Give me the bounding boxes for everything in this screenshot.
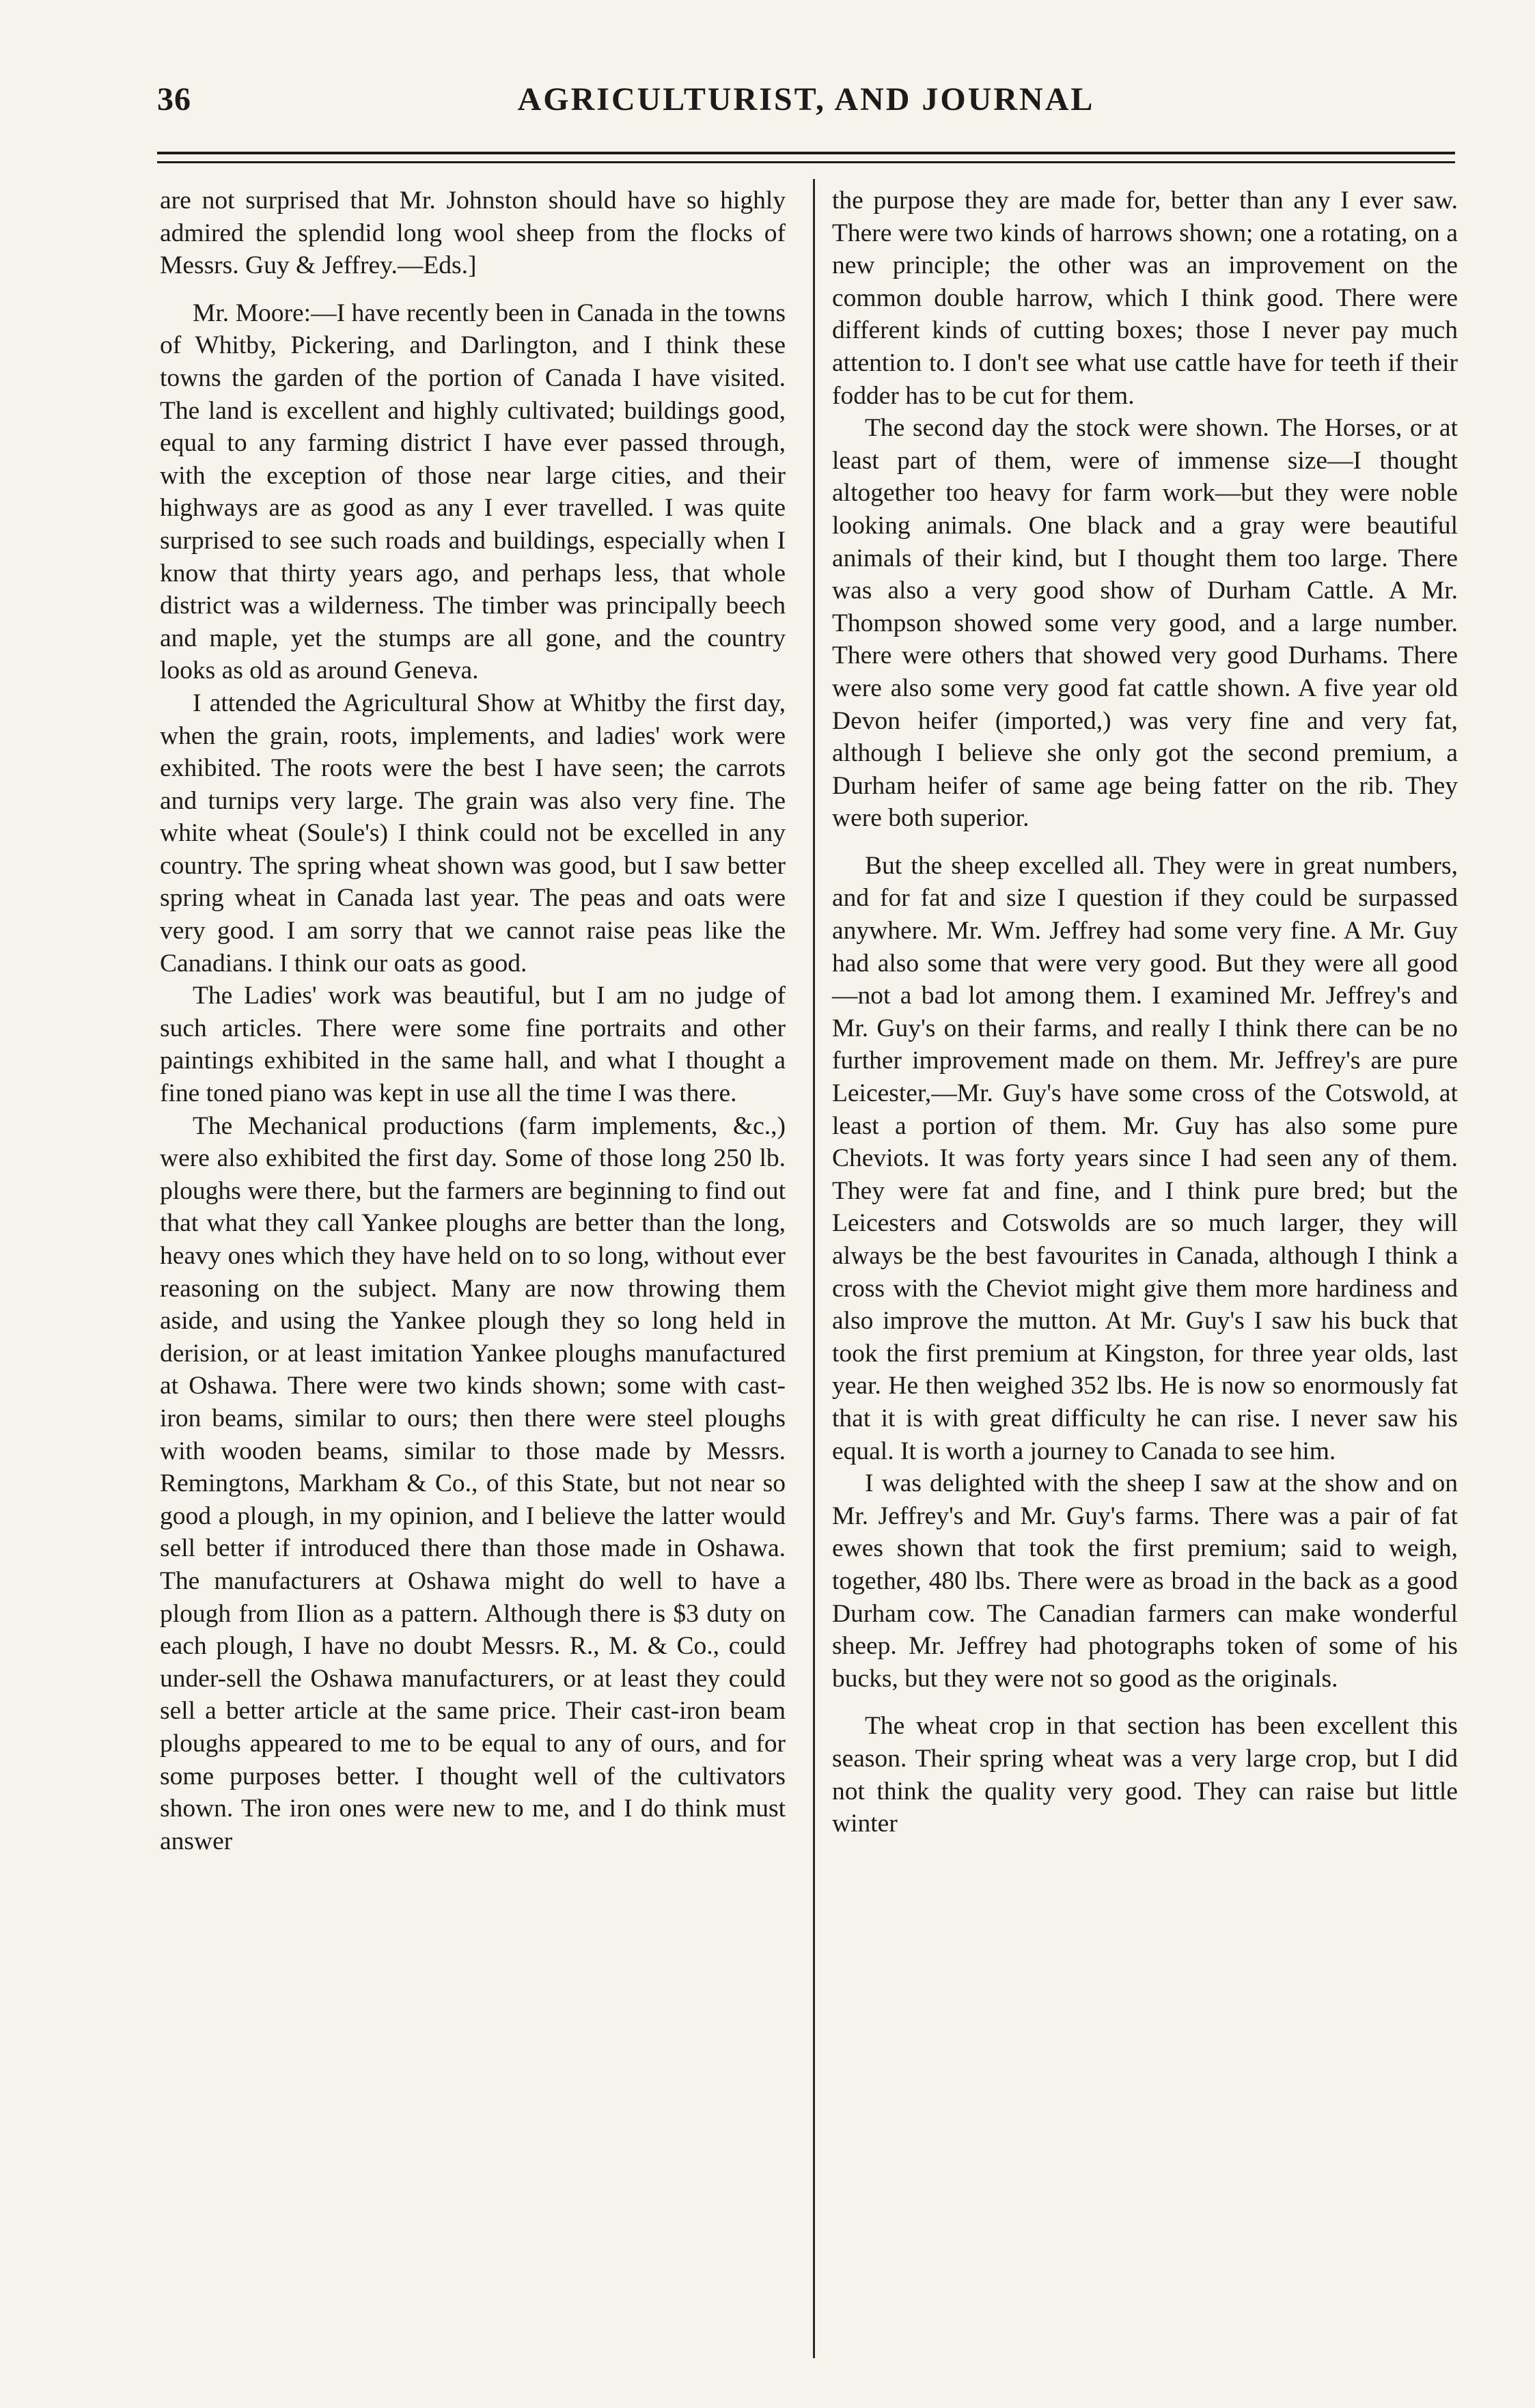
paragraph-agricultural-show: I attended the Agricultural Show at Whitby the first day, when the grain, roots, implements, and ladies' work were exhibited. The roots were the best I have seen; the carrots and turnips very large. The grain was also very fine. The white wheat (Soule's) I think could not be excelled in any country. The spring wheat shown was good, but I saw better spring wheat in Canada last year. The peas and oats were very good. I am sorry that we cannot raise peas like the Canadians. I think our oats as good.	[160, 689, 786, 978]
paragraph-ladies-work: The Ladies' work was beautiful, but I am no judge of such articles. There were some fine portraits and other paintings exhibited in the same hall, and what I thought a fine toned piano was kept in use all the time I was there.	[160, 982, 786, 1108]
paragraph-sheep: But the sheep excelled all. They were in great numbers, and for fat and size I question if they could be surpassed anywhere. Mr. Wm. Jeffrey had some very fine. A Mr. Guy had also some that were very good. But they were all good—not a bad lot among them. I examined Mr. Jeffrey's and Mr. Guy's on their farms, and really I think there can be no further improvement made on them. Mr. Jeffrey's are pure Leicester,—Mr. Guy's have some cross of the Cotswold, at least a portion of them. Mr. Guy has also some pure Cheviots. It was forty years since I had seen any of them. They were fat and fine, and I think pure bred; but the Leicesters and Cotswolds are so much larger, they will always be the best favourites in Canada, although I think a cross with the Cheviot might give them more hardiness and also improve the mutton. At Mr. Guy's I saw his buck that took the first premium at Kingston, for three year olds, last year. He then weighed 352 lbs. He is now so enormously fat that it is with great difficulty he can rise. I never saw his equal. It is worth a journey to Canada to see him.	[832, 851, 1458, 1465]
paragraph-stock: The second day the stock were shown. The Horses, or at least part of them, were of immense size—I thought altogether too heavy for farm work—but they were noble looking animals. One black and a gray were beautiful animals of their kind, but I thought them too large. There was also a very good show of Durham Cattle. A Mr. Thompson showed some very good, and a large number. There were others that showed very good Durhams. There were also some very good fat cattle shown. A five year old Devon heifer (imported,) was very fine and very fat, although I believe she only got the second premium, a Durham heifer of same age being fatter on the rib. They were both superior.	[832, 414, 1458, 833]
left-column	[160, 184, 786, 1857]
paragraph-editors-note: are not surprised that Mr. Johnston should have so highly admired the splendid long wool sheep from the flocks of Messrs. Guy & Jeffrey.—Eds.]	[160, 186, 786, 280]
right-column	[832, 184, 1458, 1840]
header-rule-top	[157, 152, 1455, 154]
paragraph-wheat-crop: The wheat crop in that section has been excellent this season. Their spring wheat was a very large crop, but I did not think the quality very good. They can raise but little winter	[832, 1712, 1458, 1838]
paragraph-mechanical-productions: The Mechanical productions (farm implements, &c.,) were also exhibited the first day. Some of those long 250 lb. ploughs were there, but the farmers are beginning to find out that what they call Yankee ploughs are better than the long, heavy ones which they have held on to so long, without ever reasoning on the subject. Many are now throwing them aside, and using the Yankee plough they so long held in derision, or at least imitation Yankee ploughs manufactured at Oshawa. There were two kinds shown; some with cast-iron beams, similar to ours; then there were steel ploughs with wooden beams, similar to those made by Messrs. Remingtons, Markham & Co., of this State, but not near so good a plough, in my opinion, and I believe the latter would sell better if introduced there than those made in Oshawa. The manufacturers at Oshawa might do well to have a plough from Ilion as a pattern. Although there is $3 duty on each plough, I have no doubt Messrs. R., M. & Co., could under-sell the Oshawa manufacturers, or at least they could sell a better article at the same price. Their cast-iron beam ploughs appeared to me to be equal to any of ours, and for some purposes better. I thought well of the cultivators shown. The iron ones were new to me, and I do think must answer	[160, 1111, 786, 1855]
paragraph-harrows: the purpose they are made for, better than any I ever saw. There were two kinds of harrows shown; one a rotating, on a new principle; the other was an improvement on the common double harrow, which I think good. There were different kinds of cutting boxes; those I never pay much attention to. I don't see what use cattle have for teeth if their fodder has to be cut for them.	[832, 186, 1458, 410]
column-divider	[813, 179, 815, 2358]
page-number: 36	[157, 81, 191, 117]
paragraph-letter-opening: Mr. Moore:—I have recently been in Canada in the towns of Whitby, Pickering, and Darlington, and I think these towns the garden of the portion of Canada I have visited. The land is excellent and highly cultivated; buildings good, equal to any farming district I have ever passed through, with the exception of those near large cities, and their highways are as good as any I ever travelled. I was quite surprised to see such roads and buildings, especially when I know that thirty years ago, and perhaps less, that whole district was a wilderness. The timber was principally beech and maple, yet the stumps are all gone, and the country looks as old as around Geneva.	[160, 299, 786, 685]
running-title: AGRICULTURIST, AND JOURNAL	[517, 81, 1095, 117]
paragraph-fat-ewes: I was delighted with the sheep I saw at the show and on Mr. Jeffrey's and Mr. Guy's farms. There was a pair of fat ewes shown that took the first premium; said to weigh, together, 480 lbs. There were as broad in the back as a good Durham cow. The Canadian farmers can make wonderful sheep. Mr. Jeffrey had photographs token of some of his bucks, but they were not so good as the originals.	[832, 1469, 1458, 1693]
header-rule-bottom	[157, 161, 1455, 163]
page-header	[157, 81, 1455, 135]
